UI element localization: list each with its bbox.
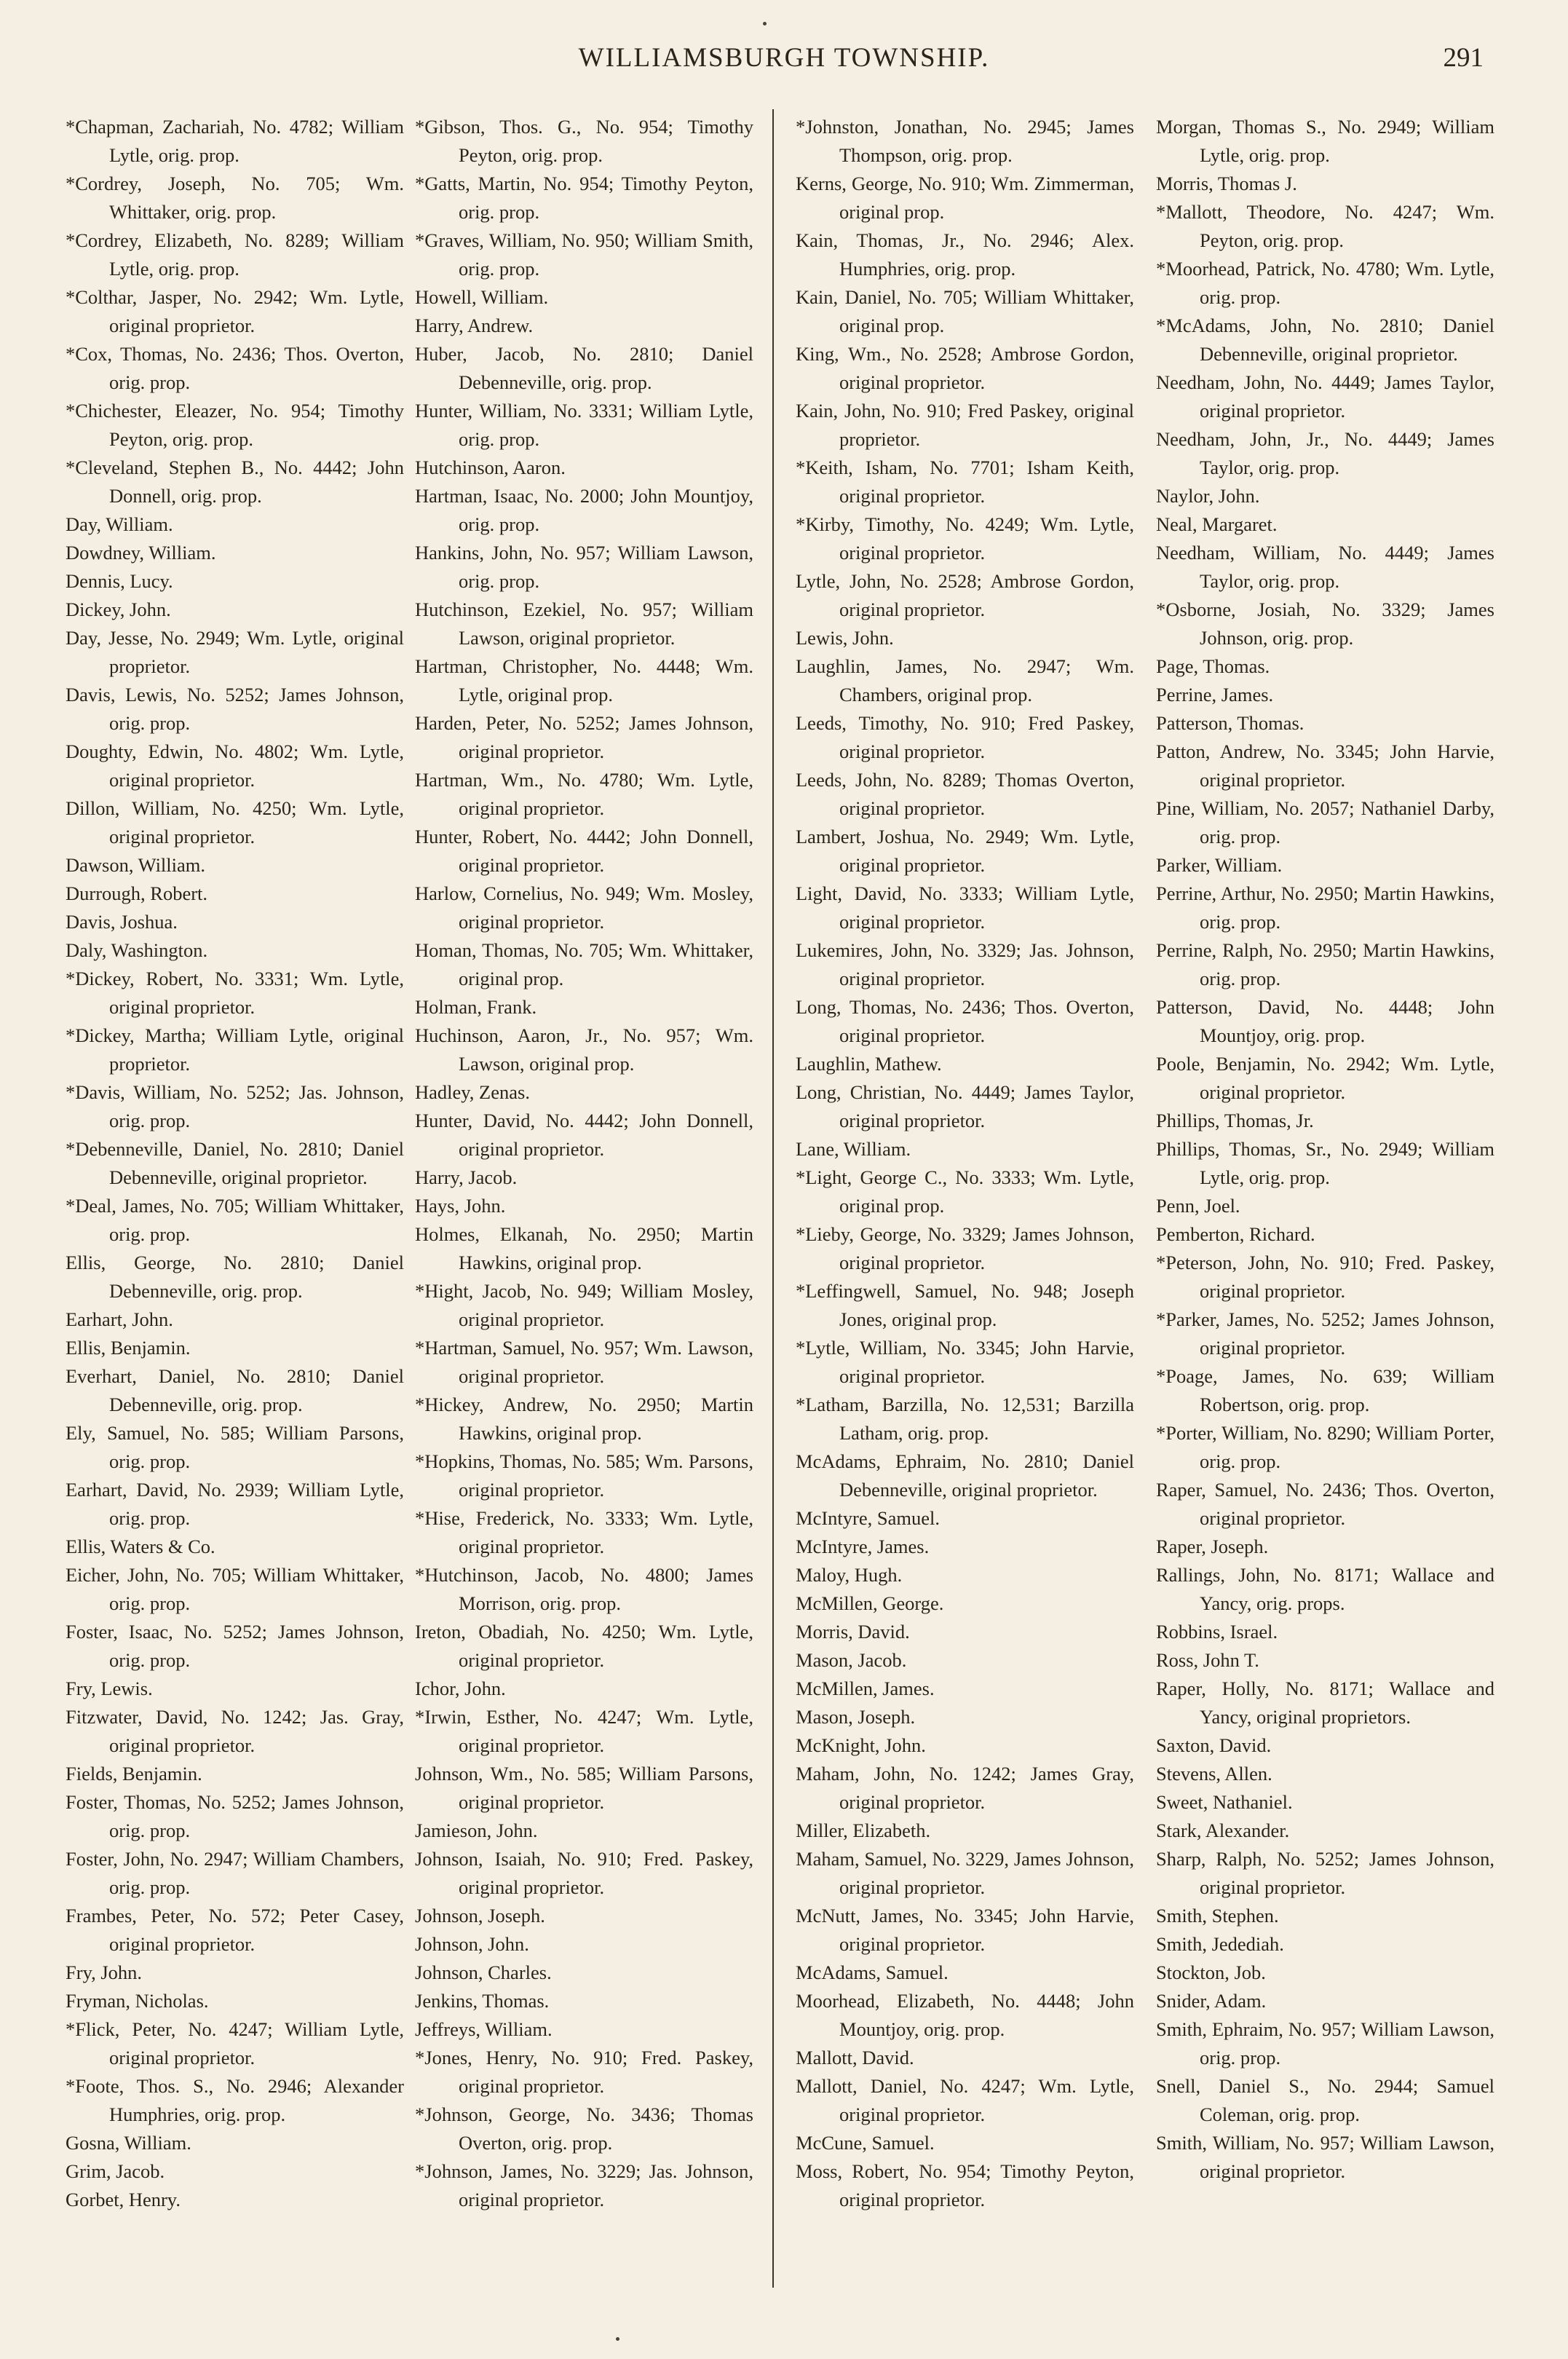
directory-entry: Grim, Jacob.	[66, 2160, 165, 2182]
directory-entry: *Graves, William, No. 950; William Smith, orig. prop.	[415, 229, 753, 280]
directory-entry: Morris, Thomas J.	[1156, 173, 1297, 194]
directory-entry: *Hise, Frederick, No. 3333; Wm. Lytle, original proprietor.	[415, 1507, 753, 1557]
directory-entry: *Johnston, Jonathan, No. 2945; James Thompson, orig. prop.	[796, 116, 1134, 166]
directory-entry: McCune, Samuel.	[796, 2132, 935, 2154]
directory-entry: Long, Thomas, No. 2436; Thos. Overton, original proprietor.	[796, 996, 1134, 1046]
directory-entry: *Gatts, Martin, No. 954; Timothy Peyton, orig. prop.	[415, 173, 753, 223]
directory-entry: Smith, William, No. 957; William Lawson, original proprietor.	[1156, 2132, 1494, 2182]
directory-entry: *Debenneville, Daniel, No. 2810; Daniel Debenneville, original proprietor.	[66, 1138, 404, 1188]
directory-entry: Johnson, Joseph.	[415, 1905, 545, 1927]
directory-entry: Dowdney, William.	[66, 542, 216, 564]
directory-entry: Robbins, Israel.	[1156, 1621, 1278, 1643]
directory-entry: Long, Christian, No. 4449; James Taylor, original proprietor.	[796, 1081, 1134, 1131]
directory-entry: Needham, John, Jr., No. 4449; James Taylor, orig. prop.	[1156, 428, 1494, 478]
directory-entry: Rallings, John, No. 8171; Wallace and Yancy, orig. props.	[1156, 1564, 1494, 1614]
directory-entry: Dennis, Lucy.	[66, 570, 173, 592]
directory-entry: *Jones, Henry, No. 910; Fred. Paskey, original proprietor.	[415, 2047, 753, 2097]
directory-entry: *Lieby, George, No. 3329; James Johnson, original proprietor.	[796, 1223, 1134, 1273]
directory-entry: Ireton, Obadiah, No. 4250; Wm. Lytle, original proprietor.	[415, 1621, 753, 1671]
directory-entry: Parker, William.	[1156, 854, 1283, 876]
directory-entry: Dawson, William.	[66, 854, 206, 876]
directory-entry: Day, William.	[66, 513, 173, 535]
directory-entry: *Flick, Peter, No. 4247; William Lytle, original proprietor.	[66, 2018, 404, 2068]
directory-entry: Hutchinson, Aaron.	[415, 457, 566, 478]
directory-entry: Hankins, John, No. 957; William Lawson, orig. prop.	[415, 542, 753, 592]
directory-entry: Pine, William, No. 2057; Nathaniel Darby, orig. prop.	[1156, 797, 1494, 847]
directory-entry: *Deal, James, No. 705; William Whittaker, orig. prop.	[66, 1195, 404, 1245]
print-fleck	[616, 2337, 619, 2341]
directory-entry: Ellis, George, No. 2810; Daniel Debenneville, orig. prop.	[66, 1252, 404, 1302]
directory-entry: Ely, Samuel, No. 585; William Parsons, orig. prop.	[66, 1422, 404, 1472]
directory-entry: *Porter, William, No. 8290; William Porter, orig. prop.	[1156, 1422, 1494, 1472]
directory-entry: McMillen, George.	[796, 1592, 944, 1614]
directory-entry: Hunter, Robert, No. 4442; John Donnell, original proprietor.	[415, 826, 753, 876]
directory-entry: Moorhead, Elizabeth, No. 4448; John Mountjoy, orig. prop.	[796, 1990, 1134, 2040]
directory-entry: *McAdams, John, No. 2810; Daniel Debenneville, original proprietor.	[1156, 315, 1494, 365]
directory-entry: Patterson, Thomas.	[1156, 712, 1304, 734]
directory-entry: Harry, Jacob.	[415, 1166, 518, 1188]
directory-entry: Hartman, Isaac, No. 2000; John Mountjoy, orig. prop.	[415, 485, 753, 535]
directory-entry: Huber, Jacob, No. 2810; Daniel Debenneville, orig. prop.	[415, 343, 753, 393]
directory-entry: Holman, Frank.	[415, 996, 537, 1018]
directory-entry: *Light, George C., No. 3333; Wm. Lytle, original prop.	[796, 1166, 1134, 1217]
directory-entry: *Gibson, Thos. G., No. 954; Timothy Peyton, orig. prop.	[415, 116, 753, 166]
directory-entry: *Chapman, Zachariah, No. 4782; William Lytle, orig. prop.	[66, 116, 404, 166]
directory-entry: *Foote, Thos. S., No. 2946; Alexander Humphries, orig. prop.	[66, 2075, 404, 2125]
directory-entry: Smith, Stephen.	[1156, 1905, 1279, 1927]
directory-entry: Ellis, Waters & Co.	[66, 1536, 215, 1557]
directory-entry: McAdams, Ephraim, No. 2810; Daniel Debenneville, original proprietor.	[796, 1450, 1134, 1501]
directory-entry: Earhart, David, No. 2939; William Lytle, orig. prop.	[66, 1479, 404, 1529]
directory-entry: McAdams, Samuel.	[796, 1961, 949, 1983]
directory-entry: Earhart, John.	[66, 1308, 173, 1330]
directory-entry: Harlow, Cornelius, No. 949; Wm. Mosley, original proprietor.	[415, 882, 753, 933]
directory-entry: *Peterson, John, No. 910; Fred. Paskey, original proprietor.	[1156, 1252, 1494, 1302]
directory-entry: Mason, Jacob.	[796, 1649, 907, 1671]
directory-entry: *Cleveland, Stephen B., No. 4442; John Donnell, orig. prop.	[66, 457, 404, 507]
directory-entry: Miller, Elizabeth.	[796, 1819, 931, 1841]
directory-entry: *Davis, William, No. 5252; Jas. Johnson, orig. prop.	[66, 1081, 404, 1131]
directory-entry: Ross, John T.	[1156, 1649, 1259, 1671]
directory-entry: Fitzwater, David, No. 1242; Jas. Gray, original proprietor.	[66, 1706, 404, 1756]
directory-entry: *Johnson, James, No. 3229; Jas. Johnson, original proprietor.	[415, 2160, 753, 2210]
column-4	[1156, 113, 1494, 2186]
directory-entry: Patton, Andrew, No. 3345; John Harvie, original proprietor.	[1156, 740, 1494, 791]
directory-entry: Lytle, John, No. 2528; Ambrose Gordon, original proprietor.	[796, 570, 1134, 620]
directory-entry: *Hickey, Andrew, No. 2950; Martin Hawkins, original prop.	[415, 1394, 753, 1444]
directory-entry: Hartman, Christopher, No. 4448; Wm. Lytle, original prop.	[415, 655, 753, 706]
directory-entry: McIntyre, James.	[796, 1536, 930, 1557]
directory-entry: *Keith, Isham, No. 7701; Isham Keith, original proprietor.	[796, 457, 1134, 507]
directory-entry: Lambert, Joshua, No. 2949; Wm. Lytle, original proprietor.	[796, 826, 1134, 876]
directory-entry: Ellis, Benjamin.	[66, 1337, 191, 1359]
directory-entry: Mason, Joseph.	[796, 1706, 916, 1728]
directory-entry: Laughlin, Mathew.	[796, 1053, 942, 1075]
directory-entry: *Cordrey, Elizabeth, No. 8289; William Lytle, orig. prop.	[66, 229, 404, 280]
directory-entry: Kain, John, No. 910; Fred Paskey, original proprietor.	[796, 400, 1134, 450]
directory-entry: Kerns, George, No. 910; Wm. Zimmerman, original prop.	[796, 173, 1134, 223]
directory-entry: Day, Jesse, No. 2949; Wm. Lytle, original proprietor.	[66, 627, 404, 677]
directory-entry: Holmes, Elkanah, No. 2950; Martin Hawkins, original prop.	[415, 1223, 753, 1273]
directory-entry: Smith, Jedediah.	[1156, 1933, 1284, 1955]
directory-entry: McIntyre, Samuel.	[796, 1507, 940, 1529]
directory-entry: Dickey, John.	[66, 598, 171, 620]
directory-entry: Penn, Joel.	[1156, 1195, 1240, 1217]
directory-entry: Lane, William.	[796, 1138, 911, 1160]
page-number: 291	[1443, 43, 1484, 73]
directory-entry: McMillen, James.	[796, 1678, 935, 1699]
directory-entry: Pemberton, Richard.	[1156, 1223, 1315, 1245]
directory-entry: Frambes, Peter, No. 572; Peter Casey, original proprietor.	[66, 1905, 404, 1955]
directory-entry: Durrough, Robert.	[66, 882, 208, 904]
directory-entry: Perrine, James.	[1156, 684, 1274, 706]
directory-entry: *Lytle, William, No. 3345; John Harvie, original proprietor.	[796, 1337, 1134, 1387]
directory-entry: *Colthar, Jasper, No. 2942; Wm. Lytle, original proprietor.	[66, 286, 404, 336]
directory-entry: Page, Thomas.	[1156, 655, 1270, 677]
column-2	[415, 113, 753, 2214]
directory-entry: *Leffingwell, Samuel, No. 948; Joseph Jones, original prop.	[796, 1280, 1134, 1330]
directory-entry: Johnson, Isaiah, No. 910; Fred. Paskey, original proprietor.	[415, 1848, 753, 1898]
directory-entry: Perrine, Arthur, No. 2950; Martin Hawkins, orig. prop.	[1156, 882, 1494, 933]
directory-entry: Stark, Alexander.	[1156, 1819, 1290, 1841]
directory-entry: Mallott, Daniel, No. 4247; Wm. Lytle, original proprietor.	[796, 2075, 1134, 2125]
directory-entry: Smith, Ephraim, No. 957; William Lawson, orig. prop.	[1156, 2018, 1494, 2068]
directory-entry: Maloy, Hugh.	[796, 1564, 903, 1586]
directory-entry: *Poage, James, No. 639; William Robertson, orig. prop.	[1156, 1365, 1494, 1415]
directory-entry: Howell, William.	[415, 286, 549, 308]
column-divider	[772, 109, 774, 2288]
directory-entry: Hadley, Zenas.	[415, 1081, 530, 1103]
directory-entry: Johnson, Wm., No. 585; William Parsons, original proprietor.	[415, 1763, 753, 1813]
directory-entry: Raper, Samuel, No. 2436; Thos. Overton, original proprietor.	[1156, 1479, 1494, 1529]
directory-entry: Perrine, Ralph, No. 2950; Martin Hawkins, orig. prop.	[1156, 939, 1494, 989]
directory-entry: Jeffreys, William.	[415, 2018, 553, 2040]
print-fleck	[763, 22, 767, 25]
directory-entry: Doughty, Edwin, No. 4802; Wm. Lytle, original proprietor.	[66, 740, 404, 791]
directory-entry: Kain, Thomas, Jr., No. 2946; Alex. Humphries, orig. prop.	[796, 229, 1134, 280]
directory-entry: Gorbet, Henry.	[66, 2189, 181, 2210]
directory-entry: Leeds, John, No. 8289; Thomas Overton, original proprietor.	[796, 769, 1134, 819]
directory-entry: King, Wm., No. 2528; Ambrose Gordon, original proprietor.	[796, 343, 1134, 393]
directory-entry: Foster, Thomas, No. 5252; James Johnson, orig. prop.	[66, 1791, 404, 1841]
directory-entry: Poole, Benjamin, No. 2942; Wm. Lytle, original proprietor.	[1156, 1053, 1494, 1103]
directory-entry: *Johnson, George, No. 3436; Thomas Overton, orig. prop.	[415, 2103, 753, 2154]
directory-entry: Saxton, David.	[1156, 1734, 1272, 1756]
directory-entry: Ichor, John.	[415, 1678, 506, 1699]
directory-entry: Hays, John.	[415, 1195, 506, 1217]
directory-entry: Johnson, John.	[415, 1933, 529, 1955]
directory-entry: Phillips, Thomas, Jr.	[1156, 1110, 1314, 1131]
directory-entry: Patterson, David, No. 4448; John Mountjoy, orig. prop.	[1156, 996, 1494, 1046]
page-title: WILLIAMSBURGH TOWNSHIP.	[578, 43, 990, 73]
directory-entry: Morgan, Thomas S., No. 2949; William Lytle, orig. prop.	[1156, 116, 1494, 166]
directory-entry: Raper, Joseph.	[1156, 1536, 1269, 1557]
directory-entry: *Dickey, Martha; William Lytle, original proprietor.	[66, 1024, 404, 1075]
directory-entry: *Mallott, Theodore, No. 4247; Wm. Peyton, orig. prop.	[1156, 201, 1494, 251]
directory-entry: *Hopkins, Thomas, No. 585; Wm. Parsons, original proprietor.	[415, 1450, 753, 1501]
directory-entry: Mallott, David.	[796, 2047, 914, 2068]
directory-entry: *Cordrey, Joseph, No. 705; Wm. Whittaker, orig. prop.	[66, 173, 404, 223]
directory-entry: Gosna, William.	[66, 2132, 191, 2154]
directory-entry: Morris, David.	[796, 1621, 910, 1643]
directory-entry: *Kirby, Timothy, No. 4249; Wm. Lytle, original proprietor.	[796, 513, 1134, 564]
directory-entry: Maham, Samuel, No. 3229, James Johnson, original proprietor.	[796, 1848, 1134, 1898]
directory-entry: Stevens, Allen.	[1156, 1763, 1272, 1785]
directory-entry: Foster, Isaac, No. 5252; James Johnson, orig. prop.	[66, 1621, 404, 1671]
column-1	[66, 113, 404, 2214]
directory-entry: Stockton, Job.	[1156, 1961, 1266, 1983]
directory-entry: *Moorhead, Patrick, No. 4780; Wm. Lytle, orig. prop.	[1156, 258, 1494, 308]
directory-entry: Huchinson, Aaron, Jr., No. 957; Wm. Lawson, original prop.	[415, 1024, 753, 1075]
directory-entry: McNutt, James, No. 3345; John Harvie, original proprietor.	[796, 1905, 1134, 1955]
directory-entry: McKnight, John.	[796, 1734, 926, 1756]
directory-entry: Lukemires, John, No. 3329; Jas. Johnson, original proprietor.	[796, 939, 1134, 989]
directory-entry: *Cox, Thomas, No. 2436; Thos. Overton, orig. prop.	[66, 343, 404, 393]
directory-entry: Foster, John, No. 2947; William Chambers, orig. prop.	[66, 1848, 404, 1898]
directory-entry: Jenkins, Thomas.	[415, 1990, 550, 2012]
directory-entry: *Osborne, Josiah, No. 3329; James Johnson, orig. prop.	[1156, 598, 1494, 649]
directory-entry: Fry, Lewis.	[66, 1678, 153, 1699]
directory-entry: Maham, John, No. 1242; James Gray, original proprietor.	[796, 1763, 1134, 1813]
directory-entry: *Hartman, Samuel, No. 957; Wm. Lawson, original proprietor.	[415, 1337, 753, 1387]
directory-entry: Davis, Lewis, No. 5252; James Johnson, orig. prop.	[66, 684, 404, 734]
directory-entry: Moss, Robert, No. 954; Timothy Peyton, original proprietor.	[796, 2160, 1134, 2210]
directory-entry: Neal, Margaret.	[1156, 513, 1278, 535]
directory-entry: Dillon, William, No. 4250; Wm. Lytle, original proprietor.	[66, 797, 404, 847]
column-3	[796, 113, 1134, 2214]
directory-entry: Johnson, Charles.	[415, 1961, 552, 1983]
directory-entry: Sharp, Ralph, No. 5252; James Johnson, original proprietor.	[1156, 1848, 1494, 1898]
directory-entry: Needham, John, No. 4449; James Taylor, original proprietor.	[1156, 371, 1494, 422]
directory-entry: Jamieson, John.	[415, 1819, 538, 1841]
directory-entry: *Irwin, Esther, No. 4247; Wm. Lytle, original proprietor.	[415, 1706, 753, 1756]
directory-entry: Hutchinson, Ezekiel, No. 957; William Lawson, original proprietor.	[415, 598, 753, 649]
directory-entry: Light, David, No. 3333; William Lytle, original proprietor.	[796, 882, 1134, 933]
directory-entry: Snider, Adam.	[1156, 1990, 1267, 2012]
directory-entry: *Chichester, Eleazer, No. 954; Timothy Peyton, orig. prop.	[66, 400, 404, 450]
directory-entry: Fry, John.	[66, 1961, 143, 1983]
directory-entry: Everhart, Daniel, No. 2810; Daniel Debenneville, orig. prop.	[66, 1365, 404, 1415]
directory-entry: Hunter, David, No. 4442; John Donnell, original proprietor.	[415, 1110, 753, 1160]
directory-entry: *Latham, Barzilla, No. 12,531; Barzilla Latham, orig. prop.	[796, 1394, 1134, 1444]
directory-entry: Snell, Daniel S., No. 2944; Samuel Coleman, orig. prop.	[1156, 2075, 1494, 2125]
directory-entry: Leeds, Timothy, No. 910; Fred Paskey, original proprietor.	[796, 712, 1134, 762]
directory-entry: Homan, Thomas, No. 705; Wm. Whittaker, original prop.	[415, 939, 753, 989]
directory-entry: Harry, Andrew.	[415, 315, 534, 336]
directory-entry: Laughlin, James, No. 2947; Wm. Chambers, original prop.	[796, 655, 1134, 706]
directory-entry: Lewis, John.	[796, 627, 894, 649]
directory-entry: Needham, William, No. 4449; James Taylor, orig. prop.	[1156, 542, 1494, 592]
directory-entry: Phillips, Thomas, Sr., No. 2949; William Lytle, orig. prop.	[1156, 1138, 1494, 1188]
directory-entry: Daly, Washington.	[66, 939, 208, 961]
directory-entry: Eicher, John, No. 705; William Whittaker, orig. prop.	[66, 1564, 404, 1614]
directory-entry: Davis, Joshua.	[66, 911, 178, 933]
directory-entry: Hartman, Wm., No. 4780; Wm. Lytle, original proprietor.	[415, 769, 753, 819]
directory-entry: Harden, Peter, No. 5252; James Johnson, original proprietor.	[415, 712, 753, 762]
directory-entry: *Hutchinson, Jacob, No. 4800; James Morrison, orig. prop.	[415, 1564, 753, 1614]
directory-entry: Kain, Daniel, No. 705; William Whittaker, original prop.	[796, 286, 1134, 336]
directory-entry: Fields, Benjamin.	[66, 1763, 202, 1785]
directory-entry: *Hight, Jacob, No. 949; William Mosley, original proprietor.	[415, 1280, 753, 1330]
directory-entry: *Parker, James, No. 5252; James Johnson, original proprietor.	[1156, 1308, 1494, 1359]
directory-entry: Raper, Holly, No. 8171; Wallace and Yancy, original proprietors.	[1156, 1678, 1494, 1728]
directory-entry: Sweet, Nathaniel.	[1156, 1791, 1293, 1813]
directory-entry: Naylor, John.	[1156, 485, 1260, 507]
directory-entry: Hunter, William, No. 3331; William Lytle, orig. prop.	[415, 400, 753, 450]
directory-entry: Fryman, Nicholas.	[66, 1990, 209, 2012]
directory-entry: *Dickey, Robert, No. 3331; Wm. Lytle, original proprietor.	[66, 968, 404, 1018]
